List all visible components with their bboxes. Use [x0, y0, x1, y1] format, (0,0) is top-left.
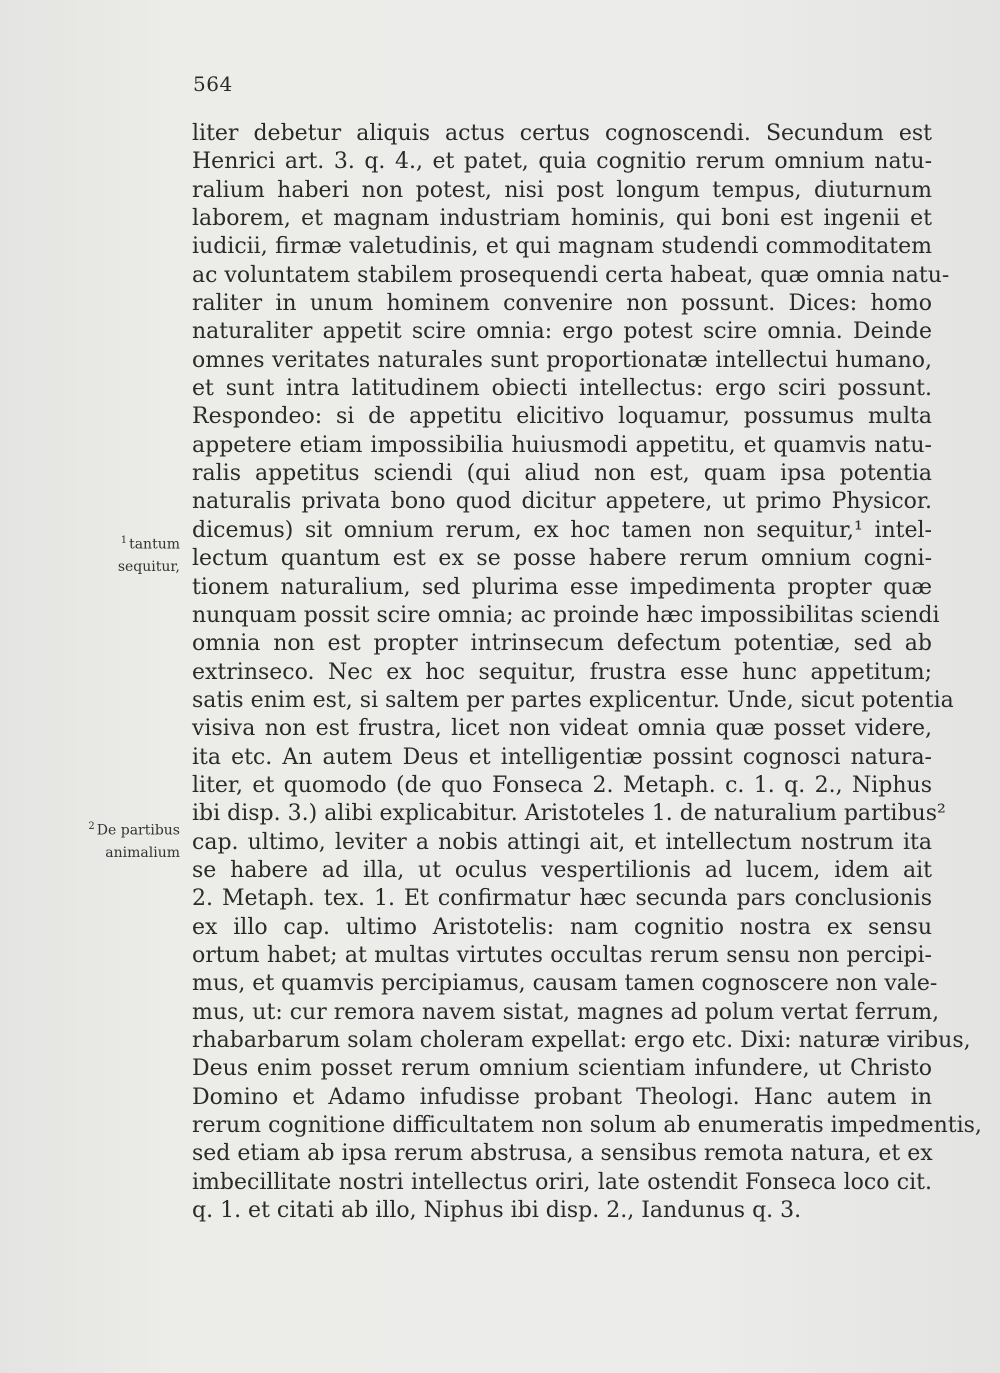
text-line: dicemus) sit omnium rerum, ex hoc tamen non sequitur,¹ intel-	[192, 517, 932, 543]
body-text	[192, 120, 982, 1225]
text-line: ita etc. An autem Deus et intelligentiæ possint cognosci natura-	[192, 744, 932, 770]
text-line: naturaliter appetit scire omnia: ergo potest scire omnia. Deinde	[192, 319, 932, 345]
text-line: ac voluntatem stabilem prosequendi certa habeat, quæ omnia natu-	[192, 262, 950, 288]
text-line: mus, et quamvis percipiamus, causam tamen cognoscere non vale-	[192, 971, 938, 997]
text-line: iudicii, firmæ valetudinis, et qui magnam studendi commoditatem	[192, 234, 932, 260]
text-line: nunquam possit scire omnia; ac proinde hæc impossibilitas sciendi	[192, 602, 940, 628]
text-line: rerum cognitione difficultatem non solum ab enumeratis impedmentis,	[192, 1113, 982, 1139]
text-line: naturalis privata bono quod dicitur appetere, ut primo Physicor.	[192, 489, 932, 515]
text-line: liter debetur aliquis actus certus cognoscendi. Secundum est	[192, 121, 932, 146]
footnote-marker: 1	[120, 535, 128, 546]
margin-note-line: animalium	[105, 844, 180, 861]
text-line: ralis appetitus sciendi (qui aliud non est, quam ipsa potentia	[192, 461, 932, 487]
text-line: ralium haberi non potest, nisi post longum tempus, diuturnum	[192, 177, 932, 203]
text-line: satis enim est, si saltem per partes explicentur. Unde, sicut potentia	[192, 687, 954, 713]
text-line: mus, ut: cur remora navem sistat, magnes ad polum vertat ferrum,	[192, 999, 940, 1025]
text-line: sed etiam ab ipsa rerum abstrusa, a sensibus remota natura, et ex	[192, 1141, 933, 1167]
text-line: Respondeo: si de appetitu elicitivo loquamur, possumus multa	[192, 404, 932, 430]
text-line: imbecillitate nostri intellectus oriri, late ostendit Fonseca loco cit.	[192, 1169, 932, 1195]
text-line: tionem naturalium, sed plurima esse impedimenta propter quæ	[192, 574, 932, 600]
page-number: 564	[193, 72, 233, 96]
text-line: Deus enim posset rerum omnium scientiam infundere, ut Christo	[192, 1056, 932, 1082]
text-line: 2. Metaph. tex. 1. Et confirmatur hæc secunda pars conclusionis	[192, 886, 932, 912]
margin-note-1	[70, 530, 180, 578]
text-line: ibi disp. 3.) alibi explicabitur. Aristoteles 1. de naturalium partibus²	[192, 801, 946, 827]
text-line: visiva non est frustra, licet non videat omnia quæ posset videre,	[192, 716, 932, 742]
text-line: Henrici art. 3. q. 4., et patet, quia cognitio rerum omnium natu-	[192, 149, 932, 175]
text-line: appetere etiam impossibilia huiusmodi appetitu, et quamvis natu-	[192, 432, 932, 458]
text-line: et sunt intra latitudinem obiecti intellectus: ergo sciri possunt.	[192, 376, 932, 402]
text-line: omnia non est propter intrinsecum defectum potentiæ, sed ab	[192, 631, 932, 657]
text-line: ex illo cap. ultimo Aristotelis: nam cognitio nostra ex sensu	[192, 914, 932, 940]
text-line: laborem, et magnam industriam hominis, qui boni est ingenii et	[192, 206, 932, 232]
margin-note-line: $^2$ De partibus	[88, 821, 180, 839]
footnote-marker: 2	[88, 821, 95, 832]
text-line: liter, et quomodo (de quo Fonseca 2. Metaph. c. 1. q. 2., Niphus	[192, 772, 932, 798]
text-line: ortum habet; at multas virtutes occultas rerum sensu non percipi-	[192, 942, 932, 968]
margin-note-line: sequitur,	[117, 558, 180, 575]
text-line: Domino et Adamo infudisse probant Theologi. Hanc autem in	[192, 1084, 932, 1110]
text-line: lectum quantum est ex se posse habere rerum omnium cogni-	[192, 546, 932, 572]
text-line: omnes veritates naturales sunt proportionatæ intellectui humano,	[192, 347, 932, 373]
text-line: raliter in unum hominem convenire non possunt. Dices: homo	[192, 291, 932, 317]
margin-note-line: $^1$ tantum	[120, 535, 180, 553]
text-line: cap. ultimo, leviter a nobis attingi ait, et intellectum nostrum ita	[192, 829, 932, 855]
text-line: se habere ad illa, ut oculus vespertilionis ad lucem, idem ait	[192, 857, 932, 883]
text-line: q. 1. et citati ab illo, Niphus ibi disp. 2., Iandunus q. 3.	[192, 1198, 802, 1224]
text-line: rhabarbarum solam choleram expellat: ergo etc. Dixi: naturæ viribus,	[192, 1028, 971, 1053]
text-line: extrinseco. Nec ex hoc sequitur, frustra esse hunc appetitum;	[192, 659, 932, 685]
margin-note-2	[70, 816, 180, 864]
